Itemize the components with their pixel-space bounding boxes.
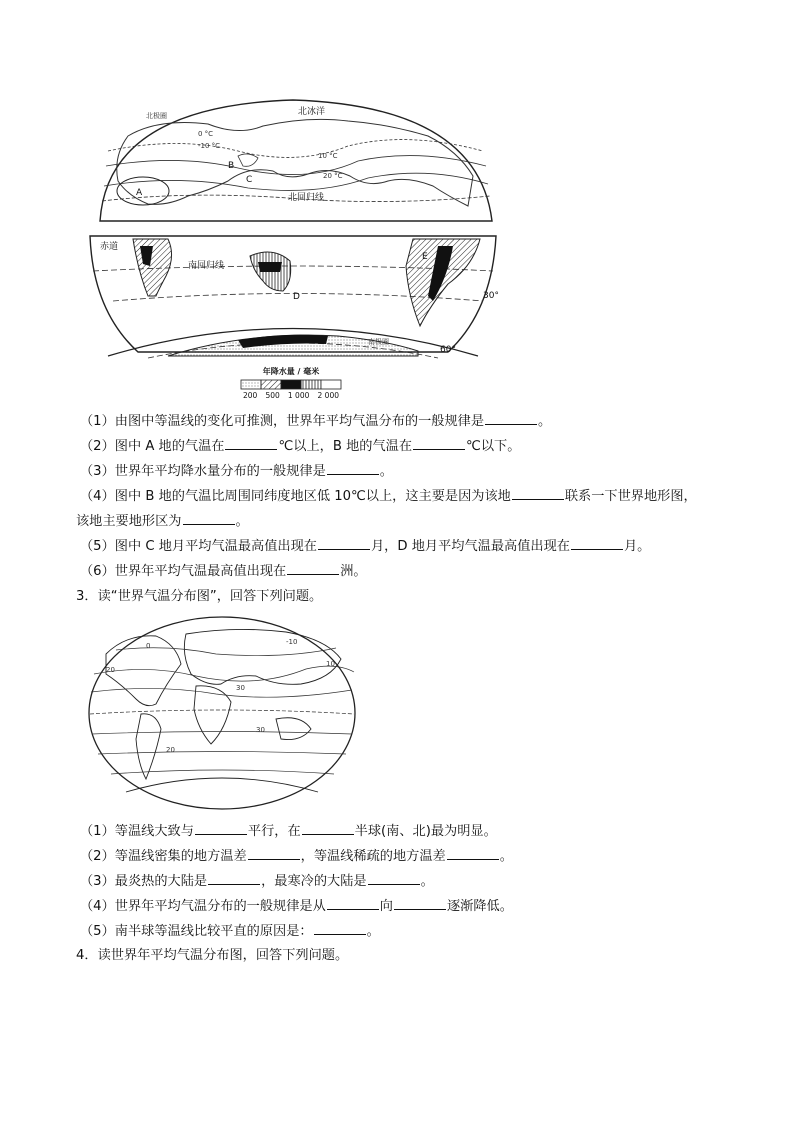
latitude-30-label: 30° (483, 291, 498, 301)
legend-swatches (239, 379, 343, 391)
answer-blank[interactable] (447, 847, 499, 860)
q2-item-4-cont: 该地主要地形区为 。 (76, 514, 249, 529)
latitude-60-label: 60° (440, 345, 456, 355)
isotherm-20-label: 20 °C (323, 172, 343, 180)
answer-blank[interactable] (302, 822, 354, 835)
isotherm-label: 0 (146, 642, 151, 650)
answer-blank[interactable] (225, 437, 277, 450)
q2-item-5: （5）图中 C 地月平均气温最高值出现在 月，D 地月平均气温最高值出现在 月。 (80, 539, 651, 554)
answer-blank[interactable] (485, 412, 537, 425)
world-temperature-map-svg (86, 614, 358, 812)
legend-title: 年降水量 / 毫米 (262, 367, 320, 376)
isotherm-label: 20 (106, 666, 115, 674)
q3-item-4: （4）世界年平均气温分布的一般规律是从 向 逐渐降低。 (80, 899, 513, 914)
precipitation-temperature-map (88, 96, 498, 406)
equator-label: 赤道 (100, 242, 119, 252)
q3-item-1: （1）等温线大致与 平行，在 半球(南、北)最为明显。 (80, 824, 497, 839)
answer-blank[interactable] (287, 562, 339, 575)
answer-blank[interactable] (394, 897, 446, 910)
isotherm-neg10-label: -10 °C (198, 142, 221, 150)
point-d-label: D (293, 292, 300, 302)
answer-blank[interactable] (314, 922, 366, 935)
isotherm-label: 30 (236, 684, 245, 692)
answer-blank[interactable] (512, 487, 564, 500)
q3-item-5: （5）南半球等温线比较平直的原因是： 。 (80, 924, 380, 939)
precipitation-temperature-map-svg (88, 96, 498, 406)
answer-blank[interactable] (318, 537, 370, 550)
answer-blank[interactable] (248, 847, 300, 860)
answer-blank[interactable] (208, 872, 260, 885)
answer-blank[interactable] (183, 512, 235, 525)
world-temperature-map (86, 614, 358, 812)
legend-tick-1000: 1 000 (287, 391, 310, 400)
q3-item-2: （2）等温线密集的地方温差 ，等温线稀疏的地方温差 。 (80, 849, 513, 864)
isotherm-0-label: 0 °C (198, 130, 214, 138)
answer-blank[interactable] (327, 462, 379, 475)
tropic-capricorn-label: 南回归线 (188, 261, 225, 271)
arctic-circle-label: 北极圈 (146, 112, 167, 120)
tropic-cancer-label: 北回归线 (288, 193, 325, 203)
answer-blank[interactable] (571, 537, 623, 550)
isotherm-10-label: 10 °C (318, 152, 338, 160)
q2-item-1: （1）由图中等温线的变化可推测，世界年平均气温分布的一般规律是 。 (80, 414, 552, 429)
q3-item-3: （3）最炎热的大陆是 ，最寒冷的大陆是 。 (80, 874, 434, 889)
q2-item-3: （3）世界年平均降水量分布的一般规律是 。 (80, 464, 393, 479)
q2-item-6: （6）世界年平均气温最高值出现在 洲。 (80, 564, 367, 579)
q4-title: 4．读世界年平均气温分布图，回答下列问题。 (76, 948, 349, 963)
arctic-ocean-label: 北冰洋 (298, 107, 326, 117)
point-b-label: B (228, 161, 235, 171)
answer-blank[interactable] (327, 897, 379, 910)
point-e-label: E (422, 252, 428, 262)
isotherm-label: 30 (256, 726, 265, 734)
antarctic-circle-label: 南极圈 (368, 338, 389, 346)
answer-blank[interactable] (413, 437, 465, 450)
legend-tick-2000: 2 000 (317, 391, 339, 400)
point-a-label: A (136, 188, 143, 198)
isotherm-label: -10 (286, 638, 298, 646)
answer-blank[interactable] (368, 872, 420, 885)
legend-tick-200: 200 (243, 391, 258, 400)
q3-title: 3．读“世界气温分布图”，回答下列问题。 (76, 589, 323, 604)
q2-item-4: （4）图中 B 地的气温比周围同纬度地区低 10℃以上，这主要是因为该地 联系一下世界地形图， (80, 489, 697, 504)
q2-item-2: （2）图中 A 地的气温在 ℃以上，B 地的气温在 ℃以下。 (80, 439, 521, 454)
isotherm-label: 20 (166, 746, 175, 754)
answer-blank[interactable] (195, 822, 247, 835)
isotherm-label: 10 (326, 660, 335, 668)
precipitation-legend (236, 366, 346, 406)
legend-tick-500: 500 (265, 391, 280, 400)
point-c-label: C (246, 175, 253, 185)
